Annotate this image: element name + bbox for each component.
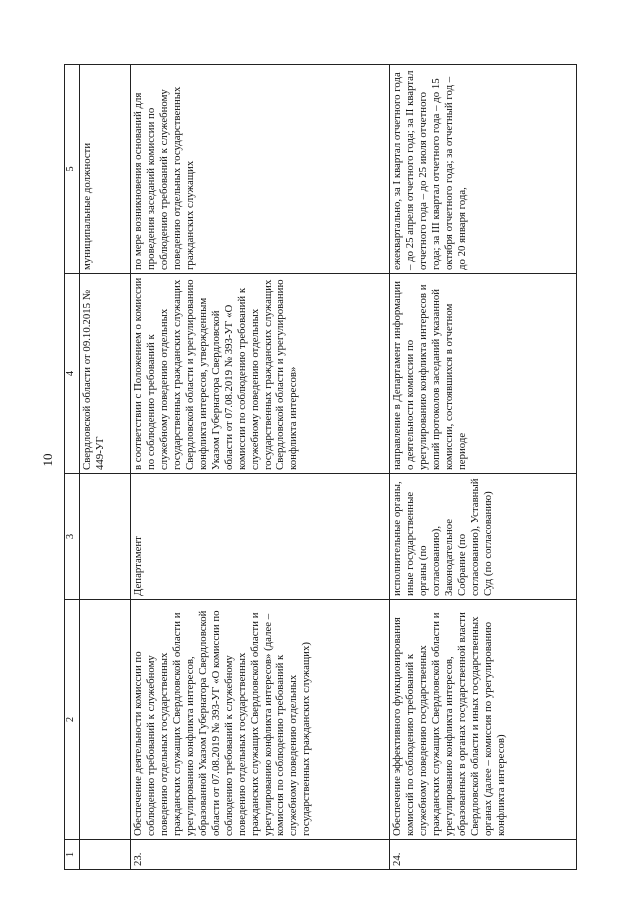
cont-deadline-cell: муниципальные должности: [80, 65, 131, 274]
header-row: [65, 65, 80, 870]
row-number: 24.: [390, 840, 577, 870]
deadline-cell: ежеквартально, за I квартал отчетного года – до 25 апреля отчетного года; за II квартал отчетного года – до 25 июля отчетного года; за III квартал отчетного года – до 15 октября отчетного года; за отчетный год – до 20 января года,: [390, 65, 577, 274]
header-col-4: 4: [65, 274, 80, 474]
executor-cell: Департамент: [131, 474, 390, 600]
table-row: [131, 65, 390, 870]
cont-activity-cell: [80, 600, 131, 840]
activity-cell: Обеспечение деятельности комиссии по соблюдению требований к служебному поведению отдельных государственных гражданских служащих Свердловской области и урегулированию конфликта интересов, образованной Указом Губернатора Свердловской области от 07.08.2019 № 393-УГ «О комиссии по соблюдению требований к служебному поведению отдельных государственных гражданских служащих Свердловской области и урегулированию конфликта интересов» (далее – комиссия по соблюдению требований к служебному поведению отдельных государственных гражданских служащих): [131, 600, 390, 840]
plan-table: [64, 64, 577, 870]
continuation-row: [80, 65, 131, 870]
form-cell: в соответствии с Положением о комиссии по соблюдению требований к служебному поведению отдельных государственных гражданских служащих Свердловской области и урегулированию конфликта интересов, утвержденным Указом Губернатора Свердловской области от 07.08.2019 № 393-УГ «О комиссии по соблюдению требований к служебному поведению отдельных государственных гражданских служащих Свердловской области и урегулированию конфликта интересов»: [131, 274, 390, 474]
header-col-1: 1: [65, 840, 80, 870]
form-cell: направление в Департамент информации о деятельности комиссии по урегулированию конфликта интересов и копий протоколов заседаний указанной комиссии, состоявшихся в отчетном периоде: [390, 274, 577, 474]
cont-executor-cell: [80, 474, 131, 600]
header-col-2: 2: [65, 600, 80, 840]
rotated-table-wrapper: [64, 65, 580, 870]
cont-num-cell: [80, 840, 131, 870]
page-number: 10: [40, 453, 55, 467]
row-number: 23.: [131, 840, 390, 870]
header-col-5: 5: [65, 65, 80, 274]
header-col-3: 3: [65, 474, 80, 600]
executor-cell: исполнительные органы, иные государственные органы (по согласованию), Законодательное Собрание (по согласованию), Уставный Суд (по согласованию): [390, 474, 577, 600]
activity-cell: Обеспечение эффективного функционирования комиссий по соблюдению требований к служебному поведению государственных гражданских служащих Свердловской области и урегулированию конфликта интересов, образованных в органах государственной власти Свердловской области и иных государственных органах (далее – комиссия по урегулированию конфликта интересов): [390, 600, 577, 840]
table-row: [390, 65, 577, 870]
cont-form-cell: Свердловской области от 09.10.2015 № 449-УГ: [80, 274, 131, 474]
deadline-cell: по мере возникновения оснований для проведения заседаний комиссии по соблюдению требований к служебному поведению отдельных государственных гражданских служащих: [131, 65, 390, 274]
